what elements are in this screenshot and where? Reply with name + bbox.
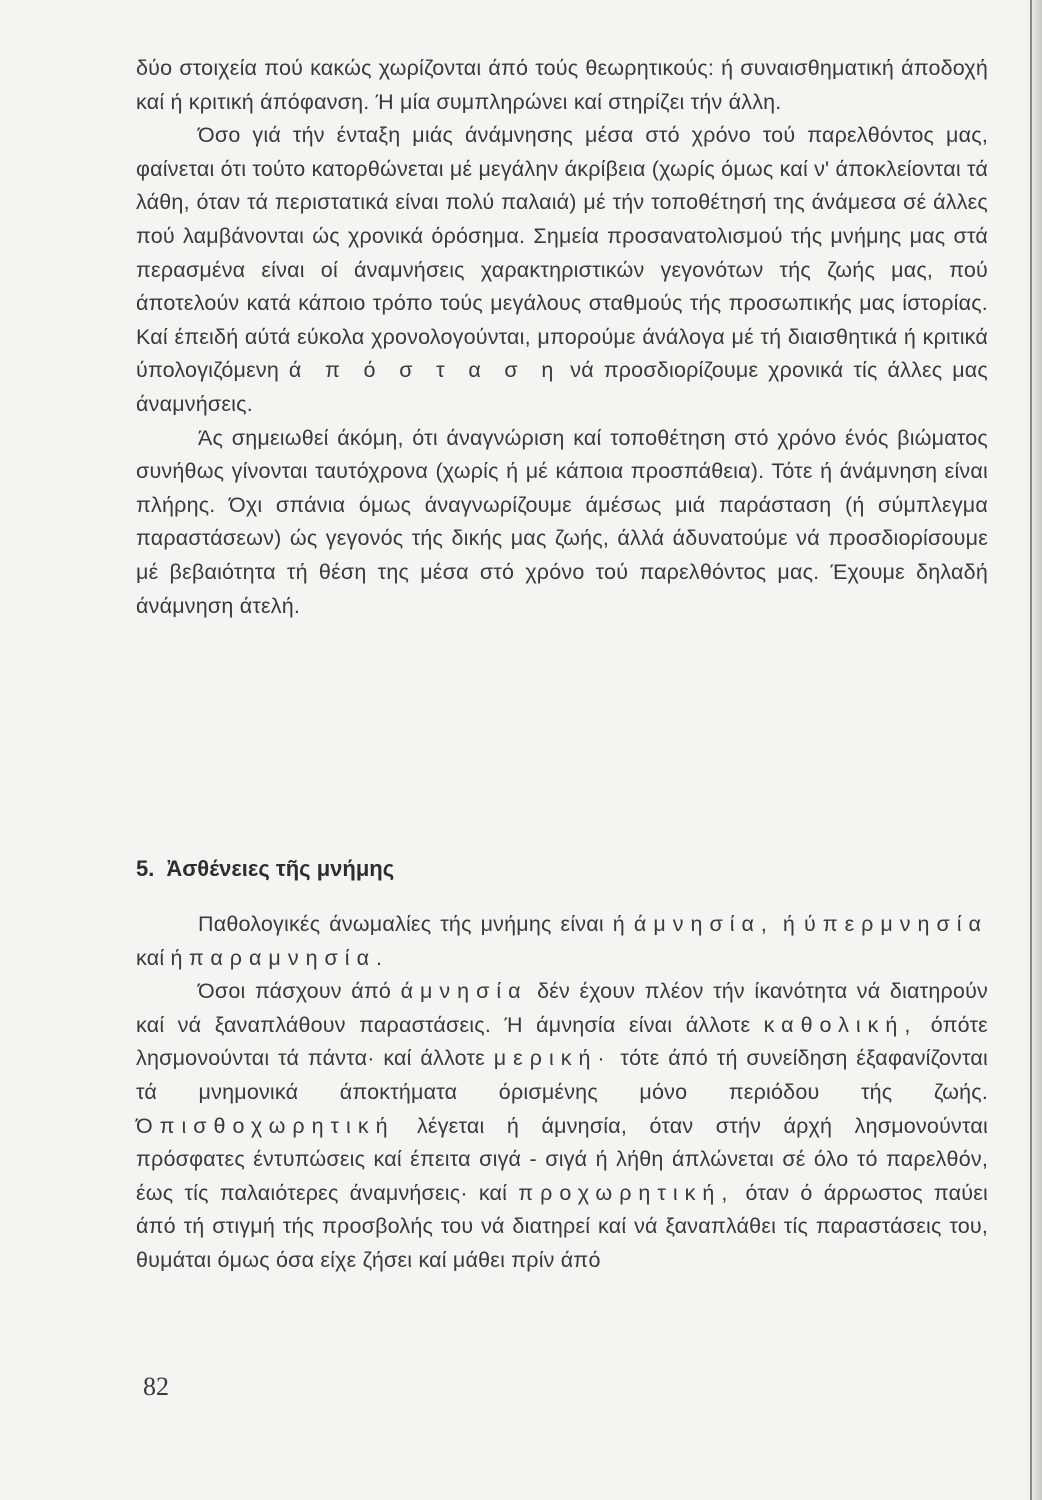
spaced-word-katholiki: καθολική, (763, 1012, 918, 1037)
spaced-word-opisthochoritiki: Όπισθοχωρητική (136, 1113, 395, 1138)
section-paragraph-2 (136, 975, 988, 1277)
s2-text-f: όταν ό άρρωστος παύει άπό τή στιγμή τής προσβολής του νά διατηρεί καί νά ξαναπλάθει τίς παραστάσεις του, θυμάται όμως όσα είχε ζήσει καί μάθει πρίν άπό (136, 1180, 988, 1272)
paragraph-1: δύο στοιχεία πού κακώς χωρίζονται άπό τούς θεωρητικούς: ή συναισθηματική άποδοχή καί ή κριτική άπόφανση. Ή μία συμπληρώνει καί στηρίζει τήν άλλη. (136, 56, 988, 114)
section-title: Ἀσθένειες τῆς μνήμης (166, 856, 395, 881)
paragraph-3: Άς σημειωθεί άκόμη, ότι άναγνώριση καί τοποθέτηση στό χρόνο ένός βιώματος συνήθως γίνονται ταυτόχρονα (χωρίς ή μέ κάποια προσπάθεια). Τότε ή άνάμνηση είναι πλήρης. Όχι σπάνια όμως άναγνωρίζουμε άμέσως μιά παράσταση (ή σύμπλεγμα παραστάσεων) ώς γεγονός τής δικής μας ζωής, άλλά άδυνατούμε νά προσδιορίσουμε μέ βεβαιότητα τή θέση της μέσα στό χρόνο τού παρελθόντος μας. Έχουμε δηλαδή άνάμνηση άτελή. (136, 425, 988, 618)
s2-text-d: τότε άπό τή συνείδηση έξαφανίζονται τά μνημονικά άποκτήματα όρισμένης μόνο περιόδου τής ζωής. (136, 1046, 988, 1104)
body-text-section (136, 908, 988, 1278)
paragraph-2 (136, 119, 988, 421)
spaced-word-prochoritiki: προχωρητική, (518, 1180, 735, 1205)
s1-text-a: Παθολογικές άνωμαλίες τής μνήμης είναι ή (198, 912, 625, 936)
paragraph-2-end: νά προσδιορίζουμε χρονικά τίς άλλες μας άναμνήσεις. (136, 358, 988, 416)
s2-text-c: όπότε λησμονούνται τά πάντα· καί άλλοτε (136, 1012, 988, 1071)
paragraph-2-text: Όσο γιά τήν ένταξη μιάς άνάμνησης μέσα στό χρόνο τού παρελθόντος μας, φαίνεται ότι τούτο κατορθώνεται μέ μεγάλην άκρίβεια (χωρίς όμως καί ν' άποκλείονται τά λάθη, όταν τά περιστατικά είναι πολύ παλαιά) μέ τήν τοποθέτησή της άνάμεσα σέ άλλες πού λαμβάνονται ώς χρονικά όρόσημα. Σημεία προσανατολισμού τής μνήμης μας στά περασμένα είναι οί άναμνήσεις χαρακτηριστικών γεγονότων τής ζωής μας, πού άποτελούν κατά κάποιο τρόπο τούς μεγάλους σταθμούς τής προσωπικής μας ίστορίας. Καί έπειδή αύτά εύκολα χρονολογούνται, μπορούμε άνάλογα μέ τή διαισθητικά ή κριτικά ύπολογιζόμενη (136, 123, 988, 383)
section-heading (136, 852, 988, 886)
s2-text-e: λέγεται ή άμνησία, όταν στήν άρχή λησμονούνται πρόσφατες έντυπώσεις καί έπειτα σιγά - σιγά ή λήθη άπλώνεται σέ όλο τό παρελθόν, έως τίς παλαιότερες άναμνήσεις· καί (136, 1113, 988, 1205)
section-number: 5. (136, 856, 155, 881)
spaced-word-ypermnisia: ύπερμνησία (803, 912, 988, 936)
s1-text-c: καί ή (136, 945, 183, 970)
spaced-word-meriki: μερική· (493, 1046, 612, 1071)
spaced-word-apostasi: ά π ό σ τ α σ η (288, 358, 561, 383)
s2-text-a: Όσοι πάσχουν άπό (198, 979, 392, 1004)
page-number: 82 (143, 1372, 169, 1401)
spaced-word-amnisia-2: άμνησία (400, 979, 528, 1004)
page-edge-line (1030, 0, 1032, 1500)
spaced-word-amnisia: άμνησία, (633, 912, 774, 936)
section-paragraph-1 (136, 908, 988, 975)
s1-text-b: ή (782, 912, 796, 936)
spaced-word-paramnisia: παραμνησία. (188, 945, 389, 970)
body-text-top (136, 52, 988, 623)
s2-text-b: δέν έχουν πλέον τήν ίκανότητα νά διατηρούν καί νά ξαναπλάθουν παραστάσεις. Ή άμνησία είναι άλλοτε (136, 979, 988, 1037)
